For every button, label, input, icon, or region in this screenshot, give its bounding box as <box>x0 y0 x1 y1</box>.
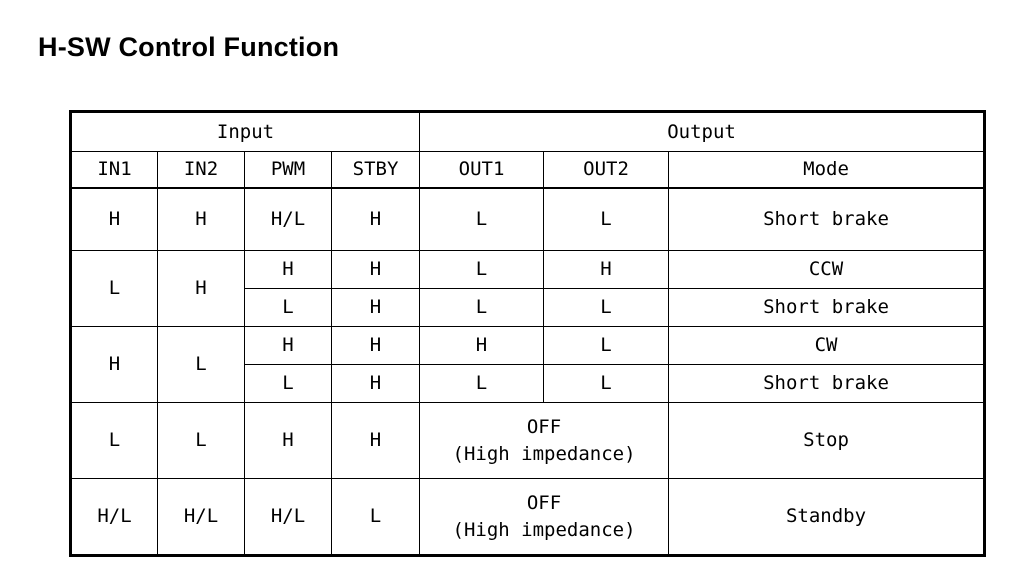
stby-cell: H <box>332 403 420 479</box>
page-title: H-SW Control Function <box>38 32 340 62</box>
pwm-cell: H/L <box>245 479 332 556</box>
pwm-cell: L <box>245 289 332 327</box>
out1-cell: L <box>420 289 544 327</box>
stby-cell: H <box>332 327 420 365</box>
column-header-stby: STBY <box>332 152 420 188</box>
column-header-pwm: PWM <box>245 152 332 188</box>
group-header-row <box>71 112 985 152</box>
column-header-mode: Mode <box>669 152 985 188</box>
column-header-row <box>71 152 985 188</box>
mode-cell: CCW <box>669 251 985 289</box>
stby-cell: L <box>332 479 420 556</box>
column-header-out1: OUT1 <box>420 152 544 188</box>
stby-cell: H <box>332 365 420 403</box>
pwm-cell: L <box>245 365 332 403</box>
in1-cell: H <box>71 188 158 251</box>
stby-cell: H <box>332 251 420 289</box>
out2-cell: L <box>544 327 669 365</box>
out1-cell: L <box>420 365 544 403</box>
output-state-cell <box>420 403 669 479</box>
mode-cell: Short brake <box>669 188 985 251</box>
out1-cell: L <box>420 188 544 251</box>
mode-cell: Short brake <box>669 289 985 327</box>
pwm-cell: H <box>245 327 332 365</box>
stby-cell: H <box>332 188 420 251</box>
output-state-line2: (High impedance) <box>452 518 636 541</box>
output-group-header: Output <box>420 112 985 152</box>
table-row <box>71 403 985 479</box>
output-state-cell <box>420 479 669 556</box>
out1-cell: L <box>420 251 544 289</box>
out2-cell: L <box>544 365 669 403</box>
out2-cell: L <box>544 289 669 327</box>
output-state-line1: OFF <box>526 415 562 438</box>
in1-cell: L <box>71 251 158 327</box>
in2-cell: H/L <box>158 479 245 556</box>
table-row <box>71 479 985 556</box>
column-header-in1: IN1 <box>71 152 158 188</box>
output-state-line1: OFF <box>526 491 562 514</box>
pwm-cell: H <box>245 403 332 479</box>
out2-cell: L <box>544 188 669 251</box>
column-header-in2: IN2 <box>158 152 245 188</box>
in2-cell: H <box>158 188 245 251</box>
mode-cell: Short brake <box>669 365 985 403</box>
in2-cell: L <box>158 327 245 403</box>
mode-cell: Stop <box>669 403 985 479</box>
pwm-cell: H <box>245 251 332 289</box>
output-state-line2: (High impedance) <box>452 442 636 465</box>
in2-cell: H <box>158 251 245 327</box>
in2-cell: L <box>158 403 245 479</box>
mode-cell: CW <box>669 327 985 365</box>
out2-cell: H <box>544 251 669 289</box>
table-row <box>71 188 985 251</box>
input-group-header: Input <box>71 112 420 152</box>
in1-cell: H <box>71 327 158 403</box>
in1-cell: L <box>71 403 158 479</box>
pwm-cell: H/L <box>245 188 332 251</box>
out1-cell: H <box>420 327 544 365</box>
table-row <box>71 327 985 365</box>
h-sw-control-table <box>69 110 986 557</box>
stby-cell: H <box>332 289 420 327</box>
table-row <box>71 251 985 289</box>
column-header-out2: OUT2 <box>544 152 669 188</box>
mode-cell: Standby <box>669 479 985 556</box>
in1-cell: H/L <box>71 479 158 556</box>
